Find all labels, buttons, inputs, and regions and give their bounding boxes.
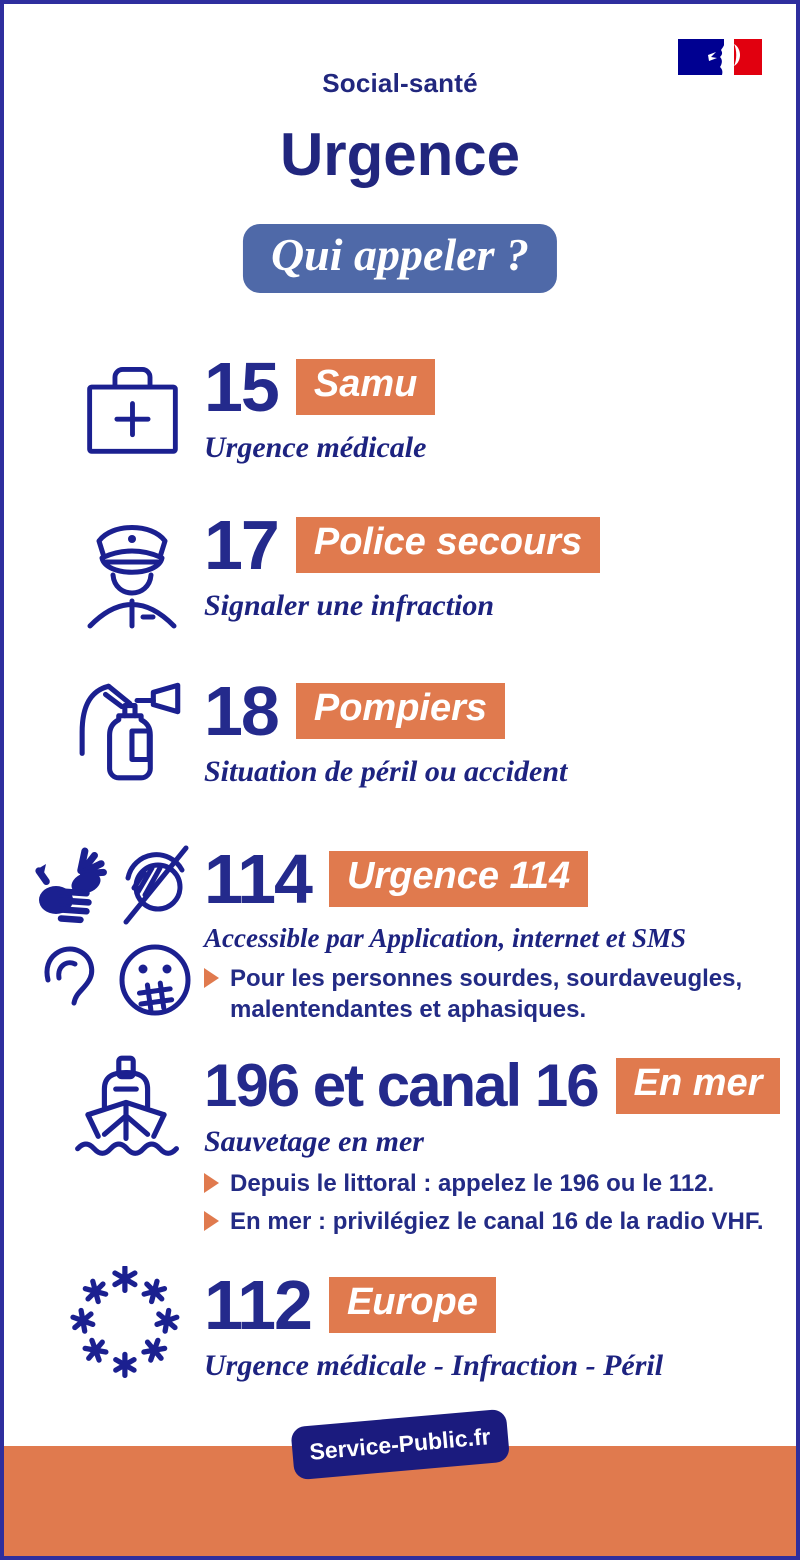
category-label: Social-santé [322,68,478,98]
bullet-text: Depuis le littoral : appelez le 196 ou le 112. [230,1170,715,1197]
europe-stars-icon [64,1266,190,1384]
emergency-number: 18 [204,672,278,750]
first-aid-kit-icon [76,354,188,458]
fire-extinguisher-icon [74,672,194,788]
question-badge: Qui appeler ? [243,224,557,293]
service-description: Accessible par Application, internet et SMS [204,923,687,953]
service-description: Signaler une infraction [204,589,495,622]
emergency-item-15 [204,348,784,465]
hard-of-hearing-icon [41,947,100,1016]
page-title: Urgence [279,121,521,188]
service-badge: En mer [616,1058,781,1114]
arrow-bullet-icon [204,968,219,988]
service-badge: Police secours [296,517,600,573]
police-officer-icon [82,510,182,630]
service-description: Urgence médicale - Infraction - Péril [204,1349,664,1382]
number-row [204,1266,784,1344]
emergency-item-18 [204,672,784,789]
number-row [204,840,784,918]
emergency-item-196 [204,1052,784,1237]
arrow-bullet-icon [204,1211,219,1231]
number-row [204,672,784,750]
bullet-list [204,1169,784,1237]
service-badge: Europe [329,1277,496,1333]
emergency-number: 114 [204,840,311,918]
emergency-item-112 [204,1266,784,1383]
deafblind-icon [126,848,186,922]
service-public-brand-badge: Service-Public.fr [290,1409,509,1481]
emergency-number: 196 et canal 16 [204,1052,598,1119]
bullet-text: Pour les personnes sourdes, sourdaveugles, malentendantes et aphasiques. [230,965,743,1023]
emergency-number: 17 [204,506,278,584]
aphasia-face-icon [122,947,188,1013]
service-description: Urgence médicale [204,431,427,464]
service-badge: Urgence 114 [329,851,588,907]
number-row [204,348,784,426]
bullet-list [204,964,784,1025]
rescue-boat-icon [68,1052,184,1160]
sign-language-icon [34,847,107,923]
bullet-item [204,1169,784,1200]
bullet-text: En mer : privilégiez le canal 16 de la radio VHF. [230,1207,764,1235]
emergency-number: 15 [204,348,278,426]
accessibility-icons [32,842,194,1022]
number-row [204,506,784,584]
service-description: Situation de péril ou accident [204,755,568,788]
service-description: Sauvetage en mer [204,1125,424,1158]
bullet-item [204,964,784,1025]
number-row [204,1052,784,1119]
service-badge: Pompiers [296,683,505,739]
service-badge: Samu [296,359,435,415]
arrow-bullet-icon [204,1173,219,1193]
emergency-item-17 [204,506,784,623]
emergency-item-114 [204,840,784,1025]
bullet-item [204,1207,784,1238]
emergency-number: 112 [204,1266,311,1344]
